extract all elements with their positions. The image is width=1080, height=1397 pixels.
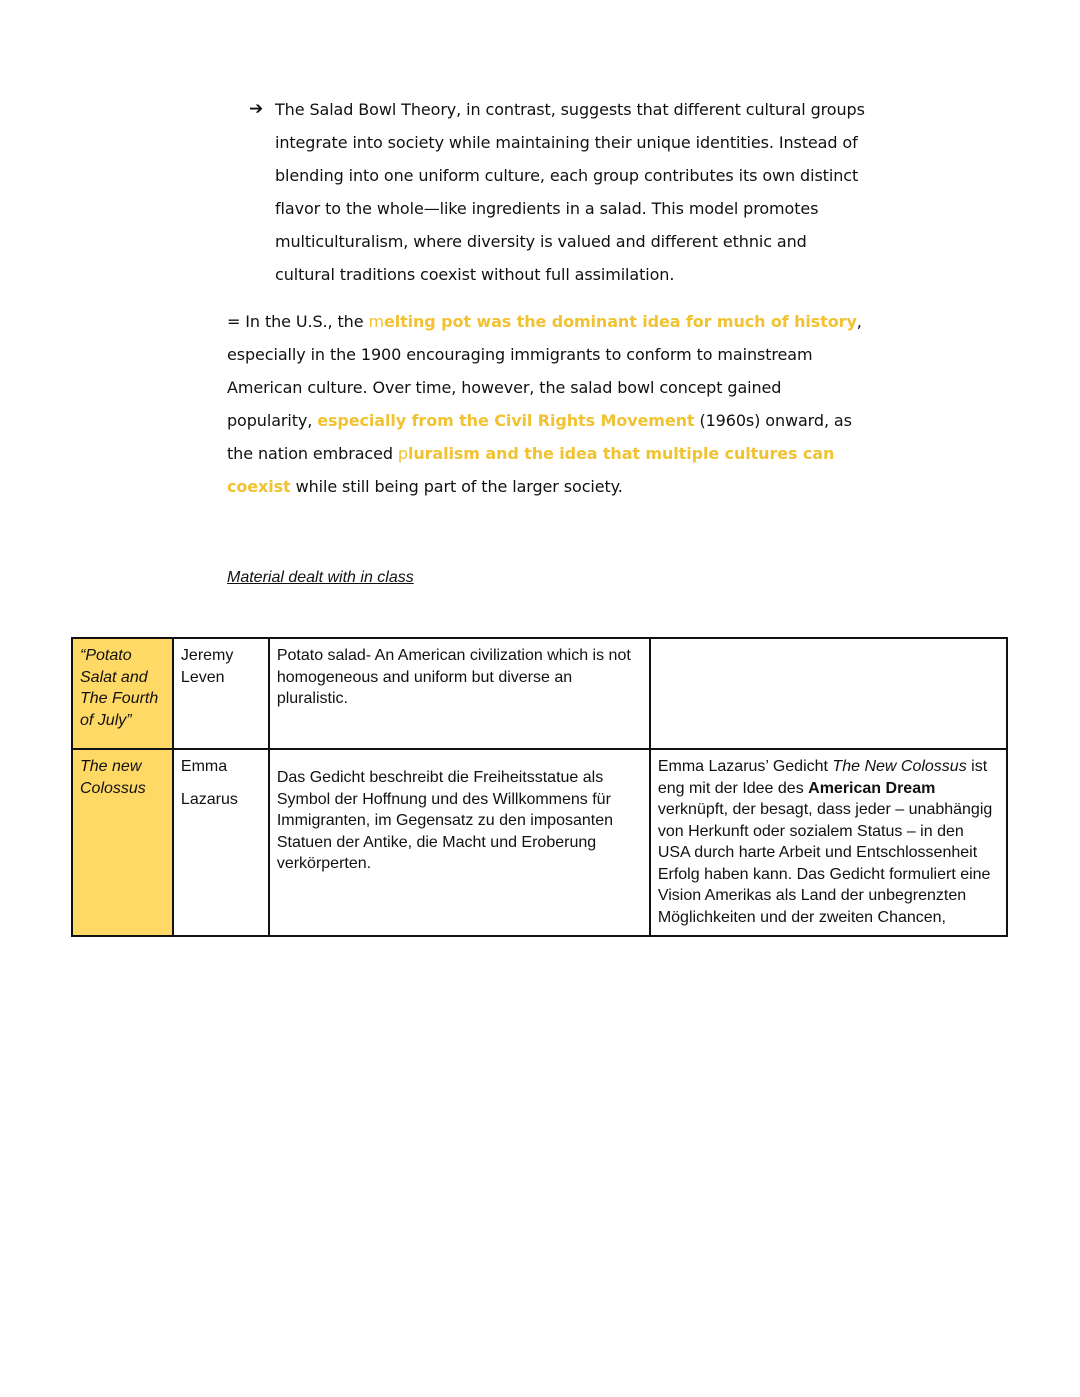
author-cell [173, 749, 269, 936]
notes-poem-title: The New Colossus [832, 758, 967, 775]
table-row [72, 638, 1007, 749]
summary-text-4: while still being part of the larger society. [290, 477, 623, 496]
notes-cell [650, 749, 1007, 936]
arrow-bullet-icon: ➔ [249, 99, 264, 119]
salad-bowl-text: The Salad Bowl Theory, in contrast, suggests that different cultural groups integrate into society while maintaining their unique identities. Instead of blending into one uniform culture, each group contributes its own distinct flavor to the whole—like ingredients in a salad. This model promotes multiculturalism, where diversity is valued and different ethnic and cultural traditions coexist without full assimilation. [275, 100, 865, 284]
work-title-cell: The new Colossus [72, 749, 173, 936]
us-summary-paragraph [227, 305, 867, 503]
summary-text-3: (1960s) onward, as the nation embraced [227, 411, 852, 463]
summary-text: Das Gedicht beschreibt die Freiheitsstatue als Symbol der Hoffnung und des Willkommens für Immigranten, im Gegensatz zu den imposanten Statuen der Antike, die Macht und Eroberung verkörperten. [276, 769, 613, 872]
notes-cell [650, 638, 1007, 749]
summary-text-2: , especially in the 1900 encouraging immigrants to conform to mainstream American culture. Over time, however, the salad bowl concept gained popularity, [227, 312, 862, 430]
highlight-3-first-letter: p [397, 444, 408, 463]
table-row [72, 749, 1007, 936]
highlight-pluralism: luralism and the idea that multiple cultures can coexist [227, 444, 835, 496]
notes-american-dream: American Dream [808, 779, 936, 797]
author-first-name: Emma [180, 758, 228, 775]
notes-text-c: ist eng mit der Idee des [657, 758, 988, 797]
salad-bowl-bullet [249, 93, 869, 291]
notes-text-a: Emma Lazarus’ Gedicht [657, 758, 833, 775]
highlight-melting-pot: elting pot was the dominant idea for much of history [383, 312, 857, 331]
author-cell: Jeremy Leven [173, 638, 269, 749]
work-title-cell: “Potato Salat and The Fourth of July” [72, 638, 173, 749]
summary-cell: Potato salad- An American civilization which is not homogeneous and uniform but diverse an pluralistic. [269, 638, 650, 749]
section-title: Material dealt with in class [227, 569, 414, 586]
highlight-civil-rights: especially from the Civil Rights Movement [317, 411, 695, 430]
material-table [71, 637, 1008, 937]
summary-cell [269, 749, 650, 936]
notes-text-e: verknüpft, der besagt, dass jeder – unabhängig von Herkunft oder sozialem Status – in den USA durch harte Arbeit und Entschlossenheit Erfolg haben kann. Das Gedicht formuliert eine Vision Amerikas als Land der unbegrenzten Möglichkeiten und der zweiten Chancen, [657, 801, 993, 926]
author-last-name: Lazarus [180, 790, 238, 808]
highlight-1-first-letter: m [368, 312, 384, 331]
summary-text-1: = In the U.S., the [227, 312, 369, 331]
